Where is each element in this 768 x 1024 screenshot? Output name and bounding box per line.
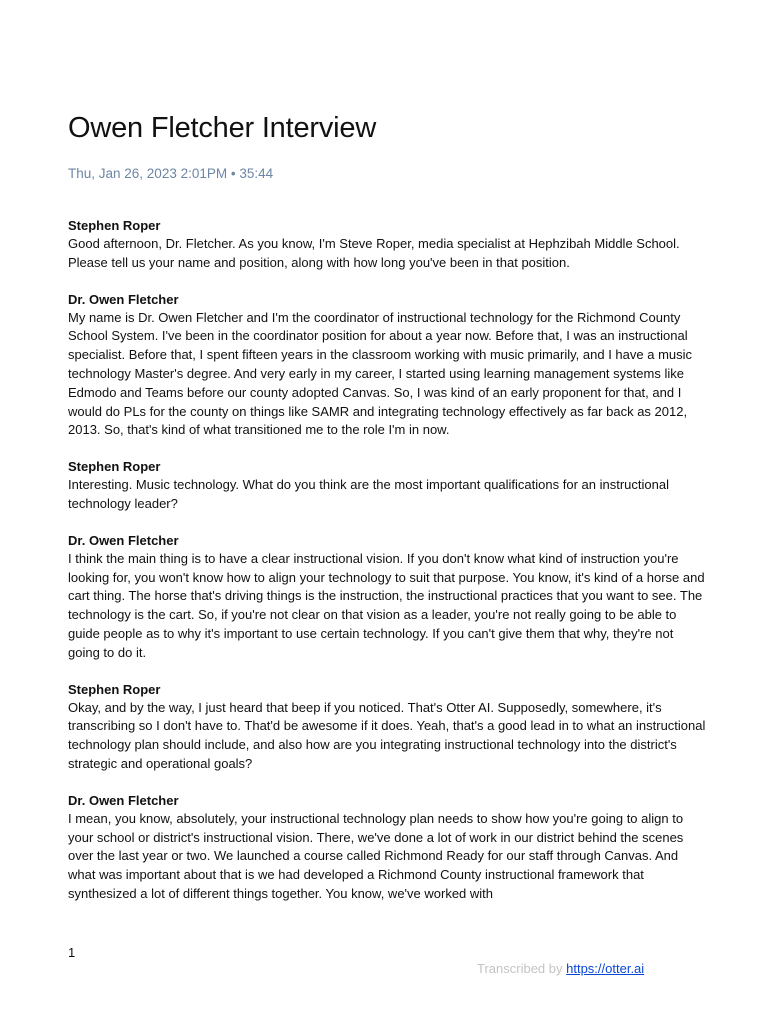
speaker-name: Stephen Roper xyxy=(68,218,161,233)
page-number: 1 xyxy=(68,945,76,960)
speaker-text: Interesting. Music technology. What do you think are the most important qualifications for an instructional technology leader? xyxy=(68,477,669,511)
speaker-text: Good afternoon, Dr. Fletcher. As you know, I'm Steve Roper, media specialist at Hephzibah Middle School. Please tell us your name and position, along with how long you've been in that position. xyxy=(68,236,680,270)
speaker-text: My name is Dr. Owen Fletcher and I'm the coordinator of instructional technology for the Richmond County School System. I've been in the coordinator position for about a year now. Before that, I was an instructional specialist. Before that, I spent fifteen years in the classroom working with music primarily, and I have a music technology Master's degree. And very early in my career, I started using learning management systems like Edmodo and Teams before our county adopted Canvas. So, I was kind of an early proponent for that, and I would do PLs for the county on things like SAMR and integrating technology effectively as far back as 2012, 2013. So, that's kind of what transitioned me to the role I'm in now. xyxy=(68,309,693,438)
transcript-entry xyxy=(68,791,708,904)
transcript-entry xyxy=(68,216,708,273)
transcribed-by-footer xyxy=(477,961,644,976)
speaker-name: Dr. Owen Fletcher xyxy=(68,532,179,548)
speaker-name: Stephen Roper xyxy=(68,459,161,475)
speaker-name: Stephen Roper xyxy=(68,681,161,697)
transcribed-by-label: Transcribed by xyxy=(477,961,563,976)
speaker-text: Okay, and by the way, I just heard that beep if you noticed. That's Otter AI. Supposedly, somewhere, it's transcribing so I don't have to. That'd be awesome if it does. Yeah, that's a good lead in to what an instructional technology plan should include, and also how are you integrating instructional technology into the district's strategic and operational goals? xyxy=(68,699,706,771)
transcript-entry xyxy=(68,457,708,514)
document-title: Owen Fletcher Interview xyxy=(68,112,377,144)
otter-link[interactable]: https://otter.ai xyxy=(566,961,645,976)
speaker-text: I think the main thing is to have a clear instructional vision. If you don't know what kind of instruction you're looking for, you won't know how to align your technology to suit that purpose. You know, it's kind of a horse and cart thing. The horse that's driving things is the instruction, the instructional practices that you want to see. The technology is the cart. So, if you're not clear on that vision as a leader, you're not really going to be able to guide people as to why it's important to use certain technology. If you can't give them that why, they're not going to do it. xyxy=(68,550,705,660)
transcript-entry xyxy=(68,531,708,663)
speaker-name: Dr. Owen Fletcher xyxy=(68,291,179,307)
speaker-text: I mean, you know, absolutely, your instructional technology plan needs to show how you're going to align to your school or district's instructional vision. There, we've done a lot of work in our district behind the scenes over the last year or two. We launched a course called Richmond Ready for our staff through Canvas. And what was important about that is we had developed a Richmond County instructional framework that synthesized a lot of different things together. You know, we've worked with xyxy=(68,810,684,901)
transcript-body xyxy=(68,216,708,921)
document-meta: Thu, Jan 26, 2023 2:01PM • 35:44 xyxy=(68,166,274,181)
transcript-entry xyxy=(68,290,708,441)
transcript-entry xyxy=(68,680,708,774)
speaker-name: Dr. Owen Fletcher xyxy=(68,792,179,808)
